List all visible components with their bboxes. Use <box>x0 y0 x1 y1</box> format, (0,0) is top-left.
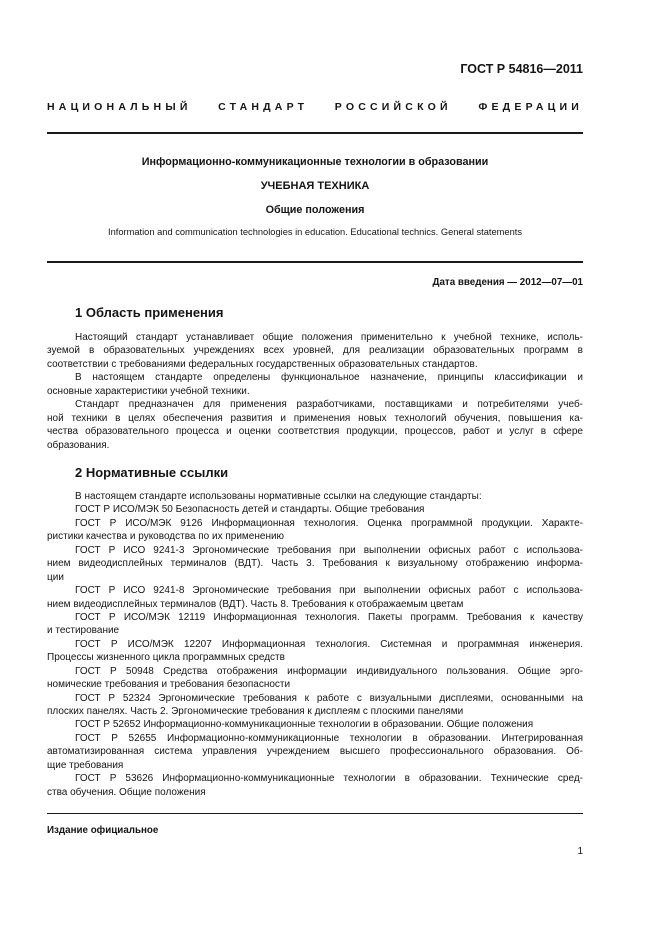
text-line: нием видеодисплейных терминалов (ВДТ). Часть 3. Требования к визуальному отображению информа- <box>47 558 583 570</box>
edition-label: Издание официальное <box>47 825 159 836</box>
text-line: образования. <box>47 439 110 451</box>
reference-entry <box>47 517 583 544</box>
reference-entry <box>47 638 583 665</box>
national-standard-banner: НАЦИОНАЛЬНЫЙ СТАНДАРТ РОССИЙСКОЙ ФЕДЕРАЦИИ <box>47 101 583 113</box>
text-line: чества образовательного процесса и оценки соответствия продукции, процессов, работ и услуг в сфере <box>47 426 583 438</box>
text-line: основные характеристики учебной техники. <box>47 385 250 397</box>
text-line: ГОСТ Р ИСО 9241-8 Эргономические требования при выполнении офисных работ с использова- <box>75 585 583 597</box>
horizontal-rule-top <box>47 132 583 134</box>
document-title-series: Информационно-коммуникационные технологии в образовании <box>141 156 489 168</box>
text-line: ГОСТ Р 50948 Средства отображения информации индивидуального пользования. Общие эрго- <box>75 665 583 677</box>
text-line: ГОСТ Р 52655 Информационно-коммуникационные технологии в образовании. Интегрированная <box>75 732 583 744</box>
text-line: автоматизированная система управления учреждением высшего профессионального образования. Об- <box>47 746 583 758</box>
document-title-english: Information and communication technologies in education. Educational technics. General statements <box>108 227 522 237</box>
text-line: ГОСТ Р ИСО/МЭК 12119 Информационная технология. Пакеты программ. Требования к качеству <box>75 611 583 623</box>
text-line: номические требования и требования безопасности <box>47 679 291 691</box>
text-line: ГОСТ Р ИСО/МЭК 12207 Информационная технология. Системная и программная инженерия. <box>75 638 583 650</box>
reference-entry <box>47 611 583 638</box>
paragraph <box>47 490 583 503</box>
section-heading-scope: 1 Область применения <box>75 305 224 320</box>
text-line: ГОСТ Р ИСО 9241-3 Эргономические требования при выполнении офисных работ с использова- <box>75 544 583 556</box>
text-line: ГОСТ Р 53626 Информационно-коммуникационные технологии в образовании. Технические сред- <box>75 773 583 785</box>
paragraph <box>47 371 583 398</box>
document-title-sub: Общие положения <box>265 204 365 216</box>
reference-entry <box>47 665 583 692</box>
reference-entry <box>47 503 583 516</box>
text-line: Настоящий стандарт устанавливает общие положения применительно к учебной технике, исполь- <box>75 332 583 343</box>
text-line: ГОСТ Р 52324 Эргономические требования к работе с визуальными дисплеями, основанными на <box>75 692 583 704</box>
horizontal-rule-footer <box>47 813 583 814</box>
text-line: В настоящем стандарте использованы нормативные ссылки на следующие стандарты: <box>75 491 482 502</box>
text-line: ной техники в целях обеспечения развития и применения новых технологий обучения, повышения ка- <box>47 412 583 424</box>
text-line: Процессы жизненного цикла программных средств <box>47 652 285 664</box>
text-line: щие требования <box>47 759 124 771</box>
reference-entry <box>47 584 583 611</box>
effective-date: Дата введения — 2012—07—01 <box>432 277 583 288</box>
text-line: соответствии с требованиями федеральных государственных образовательных стандартов. <box>47 358 478 370</box>
reference-entry <box>47 772 583 799</box>
text-line: и тестирование <box>47 625 120 637</box>
text-line: ГОСТ Р 52652 Информационно-коммуникационные технологии в образовании. Общие положения <box>75 719 534 731</box>
section-scope-body <box>47 331 583 452</box>
section-normative-references-body <box>47 490 583 799</box>
text-line: ства обучения. Общие положения <box>47 786 206 798</box>
text-line: ции <box>47 571 64 583</box>
reference-entry <box>47 718 583 731</box>
reference-entry <box>47 692 583 719</box>
text-line: плоских панелях. Часть 2. Эргономические требования к дисплеям с плоскими панелями <box>47 706 464 717</box>
text-line: В настоящем стандарте определены функциональное назначение, принципы классификации и <box>75 372 583 384</box>
page-number: 1 <box>577 846 583 857</box>
section-heading-normative-references: 2 Нормативные ссылки <box>75 465 229 480</box>
text-line: Стандарт предназначен для применения разработчиками, поставщиками и потребителями учеб- <box>75 399 583 411</box>
text-line: ГОСТ Р ИСО/МЭК 50 Безопасность детей и стандарты. Общие требования <box>75 504 425 516</box>
document-number: ГОСТ Р 54816—2011 <box>460 62 583 76</box>
text-line: зуемой в образовательных учреждениях всех уровней, для реализации образовательных программ в <box>47 345 583 357</box>
document-title-main: УЧЕБНАЯ ТЕХНИКА <box>260 180 370 192</box>
reference-entry <box>47 544 583 584</box>
text-line: ристики качества и руководства по их применению <box>47 531 285 543</box>
reference-entry <box>47 732 583 772</box>
horizontal-rule-title <box>47 261 583 263</box>
paragraph <box>47 398 583 452</box>
text-line: нием видеодисплейных терминалов (ВДТ). Часть 8. Требования к отображаемым цветам <box>47 598 464 610</box>
paragraph <box>47 331 583 371</box>
text-line: ГОСТ Р ИСО/МЭК 9126 Информационная технология. Оценка программной продукции. Характе- <box>75 517 583 529</box>
